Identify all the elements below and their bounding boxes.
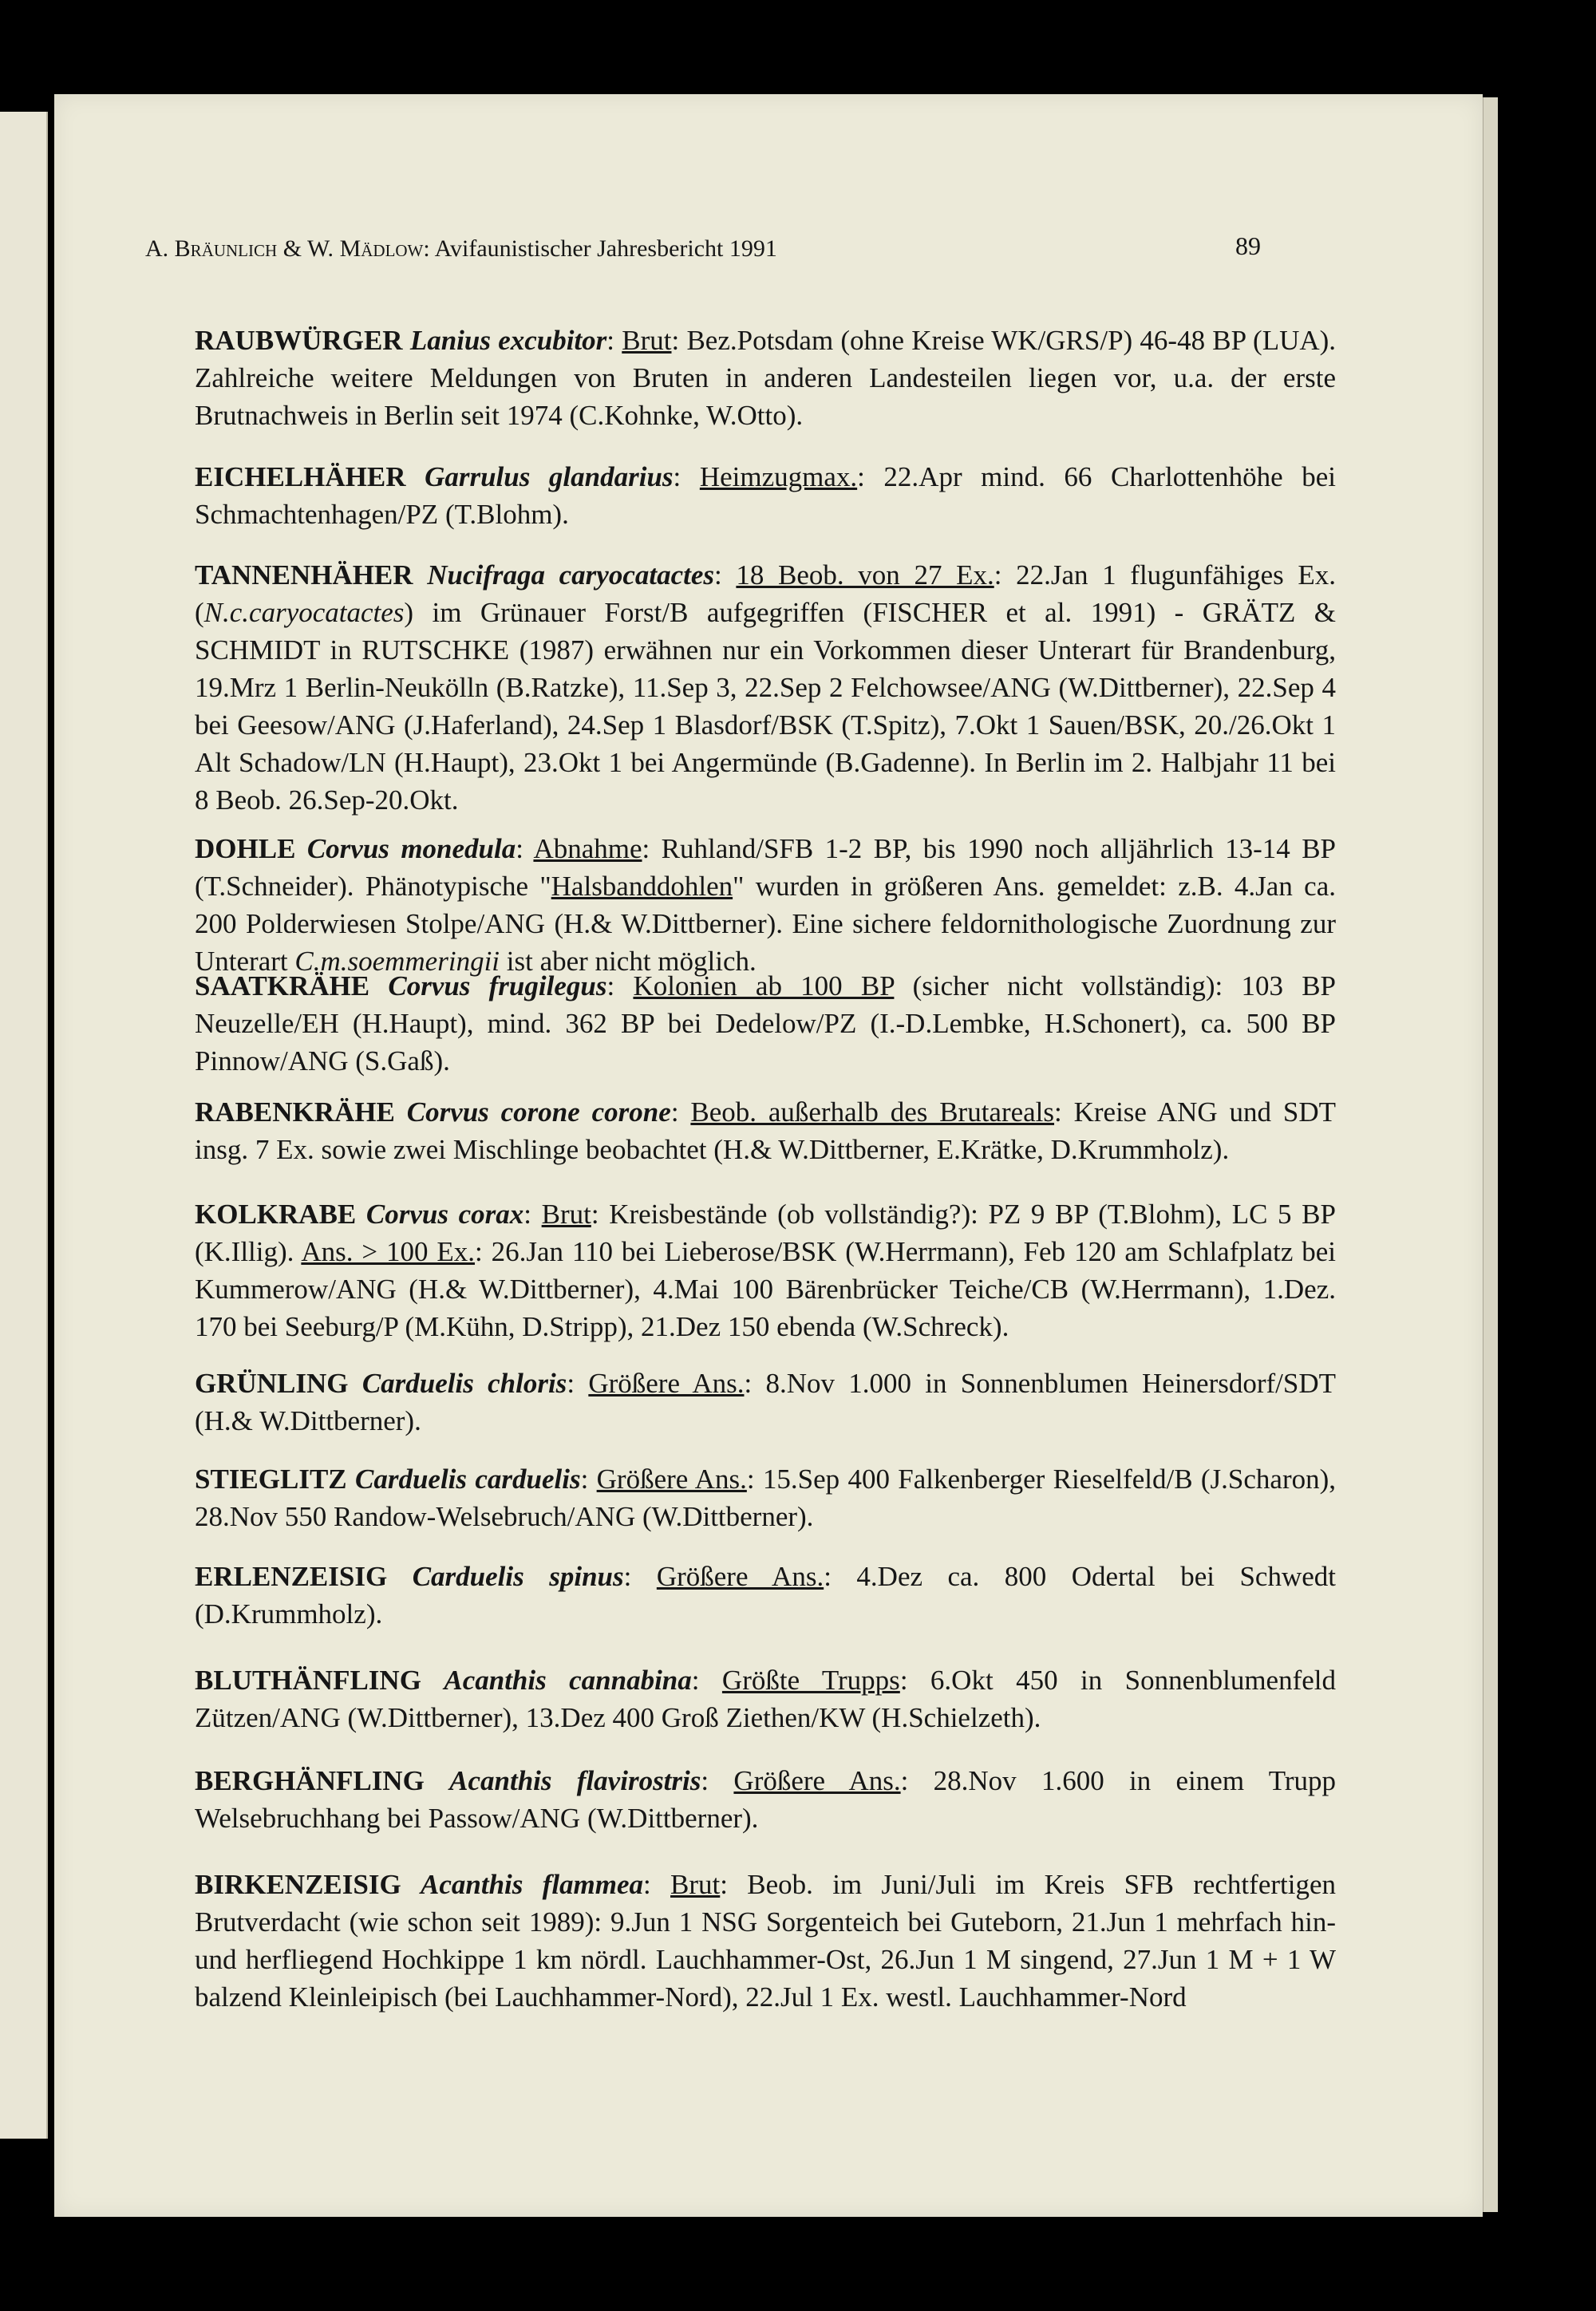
entry-text: : 28.Nov 1.600 in einem Trupp Welsebruchhang bei Passow/ANG (W.Dittberner). [195, 1765, 1337, 1834]
section-label: Größere Ans. [588, 1368, 745, 1399]
author-initial-a: A. [145, 235, 169, 262]
entry-text: : Ruhland/SFB 1-2 BP, bis 1990 noch alljährlich 13-14 BP (T.Schneider). Phänotypische " [195, 833, 1337, 902]
latin-name: Carduelis spinus [412, 1561, 624, 1592]
entry-text: : 8.Nov 1.000 in Sonnenblumen Heinersdorf/SDT (H.& W.Dittberner). [195, 1368, 1337, 1436]
colon: : [580, 1464, 589, 1495]
entry-text: : Kreise ANG und SDT insg. 7 Ex. sowie zwei Mischlinge beobachtet (H.& W.Dittberner, E.Krätke, D.Krummholz). [195, 1096, 1336, 1165]
entry-text: : 22.Apr mind. 66 Charlottenhöhe bei Schmachtenhagen/PZ (T.Blohm). [195, 461, 1337, 530]
latin-name: Corvus corax [365, 1199, 524, 1230]
previous-page-edge [0, 112, 48, 2139]
section-label: Abnahme [533, 833, 642, 864]
entry-text-cont: ) im Grünauer Forst/B aufgegriffen (FISCHER et al. 1991) - GRÄTZ & SCHMIDT in RUTSCHKE (1987) erwähnen nur ein Vorkommen dieser Unterart für Brandenburg, 19.Mrz 1 Berlin-Neukölln (B.Ratzke), 11.Sep 3, 22.Sep 2 Felchowsee/ANG (W.Dittberner), 22.Sep 4 bei Geesow/ANG (J.Haferland), 24.Sep 1 Blasdorf/BSK (T.Spitz), 7.Okt 1 Sauen/BSK, 20./26.Okt 1 Alt Schadow/LN (H.Haupt), 23.Okt 1 bei Angermünde (B.Gadenne). In Berlin im 2. Halbjahr 11 bei 8 Beob. 26.Sep-20.Okt. [195, 597, 1336, 816]
entry-text-end: ist aber nicht möglich. [500, 946, 757, 977]
entry-text: : Kreisbestände (ob vollständig?): PZ 9 BP (T.Blohm), LC 5 BP (K.Illig). [195, 1199, 1336, 1267]
ampersand: & [282, 235, 302, 262]
latin-name: Carduelis carduelis [354, 1464, 581, 1495]
entry-tannenhaeher [195, 556, 1336, 819]
colon: : [523, 1199, 531, 1230]
section-label: Größte Trupps [721, 1665, 900, 1696]
entry-text-cont: " wurden in größeren Ans. gemeldet: z.B. 4.Jan ca. 200 Polderwiesen Stolpe/ANG (H.& W.Dittberner). Eine sichere feldornithologische Zuordnung zur Unterart [195, 871, 1336, 977]
latin-name: Lanius excubitor [409, 325, 607, 356]
running-header [145, 235, 1254, 267]
entry-text: (sicher nicht vollständig): 103 BP Neuzelle/EH (H.Haupt), mind. 362 BP bei Dedelow/PZ (I.-D.Lembke, H.Schonert), ca. 500 BP Pinnow/ANG (S.Gaß). [195, 970, 1336, 1076]
section-label: Größere Ans. [733, 1765, 901, 1796]
colon: : [606, 325, 615, 356]
section-label: Brut [541, 1199, 591, 1230]
entry-kolkrabe [195, 1195, 1336, 1345]
entry-text: : 22.Jan 1 flugunfähiges Ex. ( [195, 559, 1337, 628]
species-name: TANNENHÄHER [195, 559, 413, 591]
header-title: : Avifaunistischer Jahresbericht 1991 [423, 235, 777, 262]
species-name: BERGHÄNFLING [195, 1765, 425, 1796]
latin-name: Carduelis chloris [361, 1368, 567, 1399]
entry-eichelhaeher [195, 458, 1336, 533]
entry-text-cont: : 26.Jan 110 bei Lieberose/BSK (W.Herrmann), Feb 120 am Schlafplatz bei Kummerow/ANG (H.& W.Dittberner), 4.Mai 100 Bärenbrücker Teiche/CB (W.Herrmann), 1.Dez. 170 bei Seeburg/P (M.Kühn, D.Stripp), 21.Dez 150 ebenda (W.Schreck). [195, 1236, 1337, 1342]
colon: : [670, 1096, 679, 1128]
colon: : [623, 1561, 632, 1592]
colon: : [567, 1368, 575, 1399]
entry-dohle [195, 830, 1336, 980]
entry-text: : 6.Okt 450 in Sonnenblumenfeld Zützen/ANG (W.Dittberner), 13.Dez 400 Groß Ziethen/KW (H.Schielzeth). [195, 1665, 1337, 1733]
section-label: 18 Beob. von 27 Ex. [736, 559, 994, 591]
entry-text: : 4.Dez ca. 800 Odertal bei Schwedt (D.Krummholz). [195, 1561, 1336, 1630]
colon: : [673, 461, 681, 492]
section-label: Beob. außerhalb des Brutareals [690, 1096, 1055, 1128]
species-name: STIEGLITZ [195, 1464, 347, 1495]
species-name: RAUBWÜRGER [195, 325, 403, 356]
section-label: Brut [670, 1869, 721, 1900]
author-initial-w: W. [307, 235, 334, 262]
section-label: Größere Ans. [596, 1464, 747, 1495]
species-name: GRÜNLING [195, 1368, 349, 1399]
entry-rabenkraehe [195, 1093, 1336, 1168]
latin-name: Acanthis flammea [421, 1869, 644, 1900]
latin-name: Acanthis flavirostris [449, 1765, 701, 1796]
entry-bluthaenfling [195, 1661, 1336, 1736]
species-name: EICHELHÄHER [195, 461, 406, 492]
subspecies-name: C.m.soemmeringii [294, 946, 500, 977]
author-1: Bräunlich [174, 235, 278, 262]
entry-text: : 15.Sep 400 Falkenberger Rieselfeld/B (J.Scharon), 28.Nov 550 Randow-Welsebruch/ANG (W.Dittberner). [195, 1464, 1337, 1532]
section-label: Heimzugmax. [699, 461, 858, 492]
species-name: DOHLE [195, 833, 296, 864]
section-label-2: Ans. > 100 Ex. [301, 1236, 475, 1267]
section-label: Brut [622, 325, 672, 356]
entry-text: : Beob. im Juni/Juli im Kreis SFB rechtfertigen Brutverdacht (wie schon seit 1989): 9.Jun 1 NSG Sorgenteich bei Guteborn, 21.Jun 1 mehrfach hin- und herfliegend Hochkippe 1 km nördl. Lauchhammer-Ost, 26.Jun 1 M singend, 27.Jun 1 M + 1 W balzend Kleinleipisch (bei Lauchhammer-Nord), 22.Jul 1 Ex. westl. Lauchhammer-Nord [195, 1869, 1336, 2013]
entry-gruenling [195, 1365, 1336, 1440]
entry-birkenzeisig [195, 1866, 1336, 2016]
section-label-2: Halsbanddohlen [551, 871, 733, 902]
latin-name: Garrulus glandarius [425, 461, 674, 492]
species-name: ERLENZEISIG [195, 1561, 388, 1592]
colon: : [606, 970, 615, 1001]
latin-name: Acanthis cannabina [444, 1665, 692, 1696]
species-name: RABENKRÄHE [195, 1096, 395, 1128]
colon: : [516, 833, 523, 864]
author-2: Mädlow [339, 235, 424, 262]
species-name: BLUTHÄNFLING [195, 1665, 421, 1696]
section-label: Größere Ans. [656, 1561, 824, 1592]
colon: : [691, 1665, 700, 1696]
entry-saatkraehe [195, 967, 1336, 1080]
entry-erlenzeisig [195, 1558, 1336, 1633]
latin-name: Corvus monedula [306, 833, 516, 864]
entry-text: : Bez.Potsdam (ohne Kreise WK/GRS/P) 46-48 BP (LUA). Zahlreiche weitere Meldungen von Bruten in anderen Landesteilen liegen vor, u.a. der erste Brutnachweis in Berlin seit 1974 (C.Kohnke, W.Otto). [195, 325, 1337, 431]
colon: : [701, 1765, 709, 1796]
page-edge [1483, 97, 1498, 2212]
section-label: Kolonien ab 100 BP [633, 970, 895, 1001]
latin-name: Nucifraga caryocatactes [427, 559, 714, 591]
latin-name: Corvus frugilegus [388, 970, 607, 1001]
species-name: KOLKRABE [195, 1199, 357, 1230]
entry-berghaenfling [195, 1762, 1336, 1837]
species-name: BIRKENZEISIG [195, 1869, 401, 1900]
entry-raubwuerger [195, 322, 1336, 434]
subspecies-name: N.c.caryocatactes [203, 597, 405, 628]
entry-stieglitz [195, 1460, 1336, 1535]
colon: : [714, 559, 722, 591]
species-name: SAATKRÄHE [195, 970, 370, 1001]
page-number: 89 [1235, 231, 1261, 260]
colon: : [643, 1869, 651, 1900]
latin-name: Corvus corone corone [406, 1096, 671, 1128]
